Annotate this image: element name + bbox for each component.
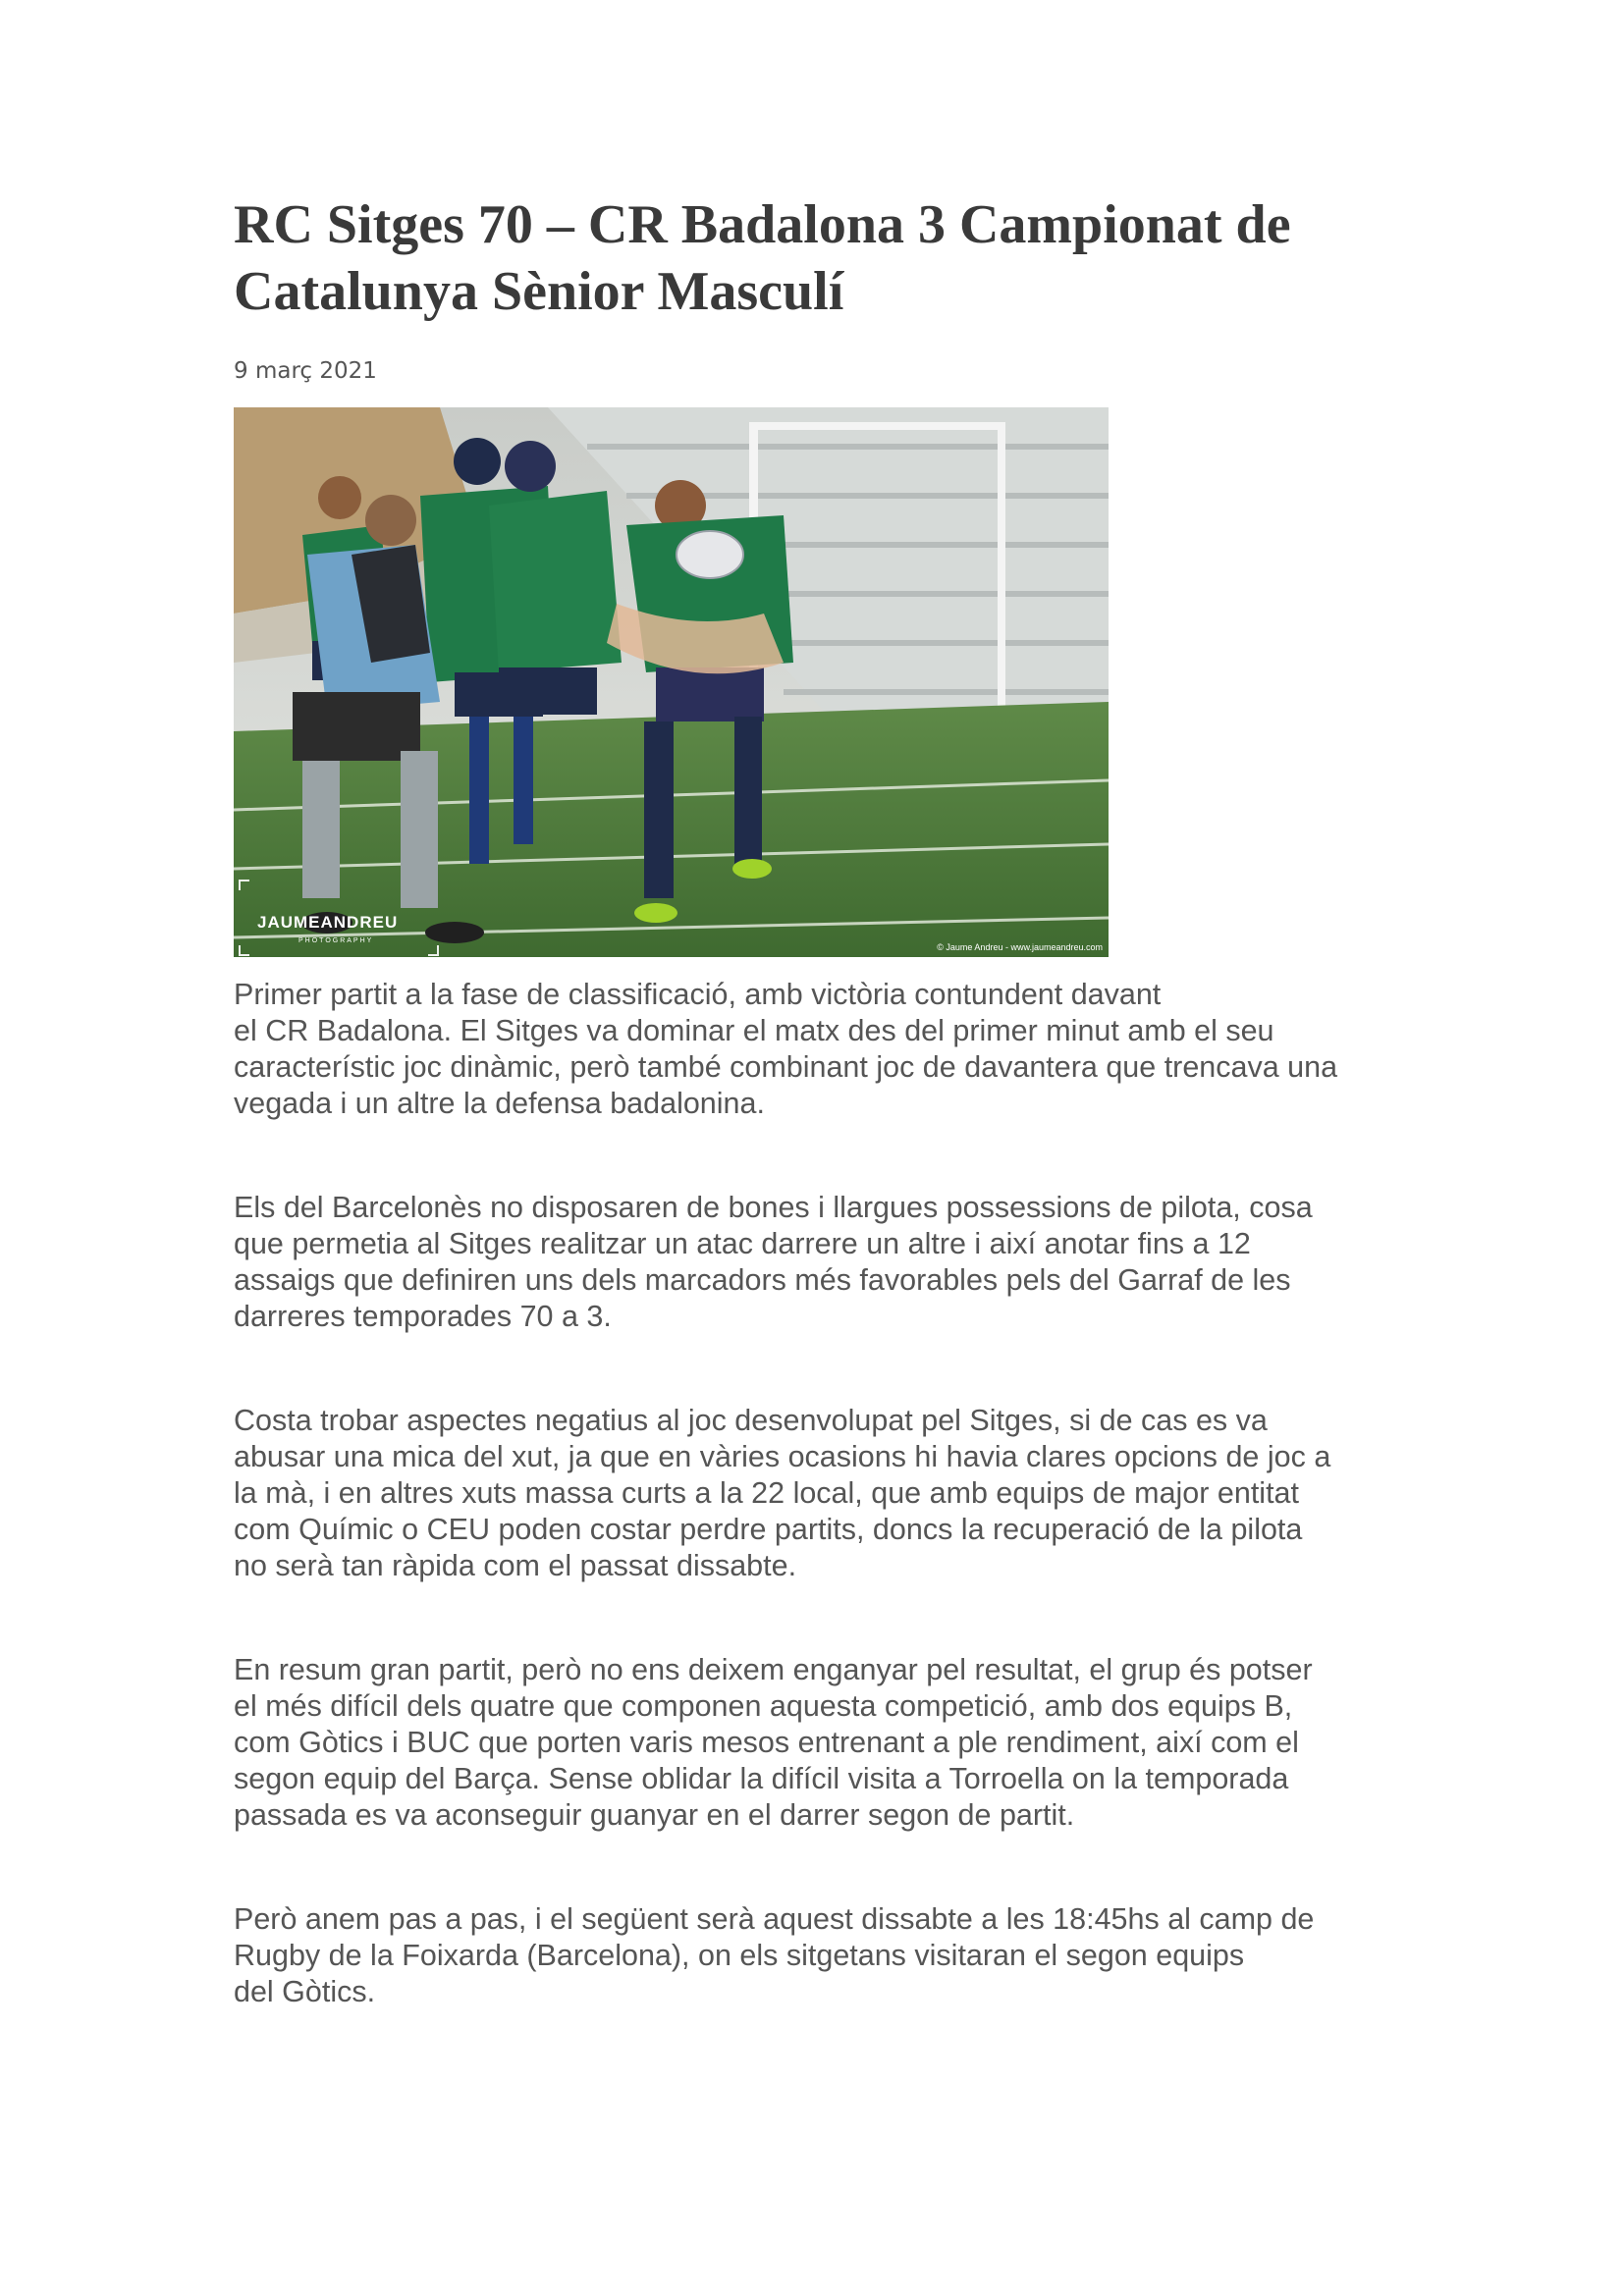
photo-watermark-sub: PHOTOGRAPHY [298, 937, 374, 944]
title-line: Catalunya Sènior Masculí [234, 261, 844, 322]
paragraph-line: Costa trobar aspectes negatius al joc desenvolupat pel Sitges, si de cas es va [234, 1404, 1268, 1437]
title-line: RC Sitges 70 – CR Badalona 3 Campionat de [234, 194, 1291, 255]
paragraph-line: que permetia al Sitges realitzar un atac darrere un altre i així anotar fins a 12 [234, 1227, 1251, 1260]
paragraph-line: En resum gran partit, però no ens deixem enganyar pel resultat, el grup és potser [234, 1653, 1313, 1686]
paragraph-line: Els del Barcelonès no disposaren de bones i llargues possessions de pilota, cosa [234, 1191, 1313, 1224]
paragraph-line: segon equip del Barça. Sense oblidar la difícil visita a Torroella on la temporada [234, 1762, 1289, 1795]
paragraph-line: no serà tan ràpida com el passat dissabte. [234, 1549, 797, 1582]
paragraph-line: com Gòtics i BUC que porten varis mesos entrenant a ple rendiment, així com el [234, 1726, 1299, 1759]
paragraph-line: característic joc dinàmic, però també combinant joc de davantera que trencava una [234, 1050, 1338, 1084]
paragraph-line: la mà, i en altres xuts massa curts a la 22 local, que amb equips de major entitat [234, 1476, 1299, 1510]
paragraph-line: passada es va aconseguir guanyar en el darrer segon de partit. [234, 1798, 1075, 1832]
paragraph-line: abusar una mica del xut, ja que en vàries ocasions hi havia clares opcions de joc a [234, 1440, 1331, 1473]
paragraph [234, 1403, 1422, 1584]
paragraph-line: com Químic o CEU poden costar perdre partits, doncs la recuperació de la pilota [234, 1513, 1303, 1546]
article-body [234, 977, 1422, 2078]
paragraph-line: el més difícil dels quatre que componen aquesta competició, amb dos equips B, [234, 1689, 1293, 1723]
paragraph [234, 1190, 1422, 1335]
photo-watermark: JAUMEANDREU [257, 913, 399, 932]
paragraph-line: darreres temporades 70 a 3. [234, 1300, 612, 1333]
paragraph [234, 1901, 1422, 2010]
paragraph-line: del Gòtics. [234, 1975, 376, 2008]
article-date: 9 març 2021 [234, 358, 377, 384]
paragraph-line: el CR Badalona. El Sitges va dominar el matx des del primer minut amb el seu [234, 1014, 1274, 1047]
paragraph [234, 977, 1422, 1122]
article-title [234, 191, 1422, 325]
paragraph-line: Primer partit a la fase de classificació, amb victòria contundent davant [234, 978, 1162, 1011]
paragraph-line: Però anem pas a pas, i el següent serà aquest dissabte a les 18:45hs al camp de [234, 1902, 1315, 1936]
paragraph-line: Rugby de la Foixarda (Barcelona), on els sitgetans visitaran el segon equips [234, 1939, 1245, 1972]
paragraph-line: assaigs que definiren uns dels marcadors més favorables pels del Garraf de les [234, 1263, 1291, 1297]
article [234, 191, 1422, 2008]
photo-credit: © Jaume Andreu - www.jaumeandreu.com [937, 942, 1103, 952]
paragraph-line: vegada i un altre la defensa badalonina. [234, 1087, 765, 1120]
article-photo [234, 407, 1109, 957]
paragraph [234, 1652, 1422, 1834]
